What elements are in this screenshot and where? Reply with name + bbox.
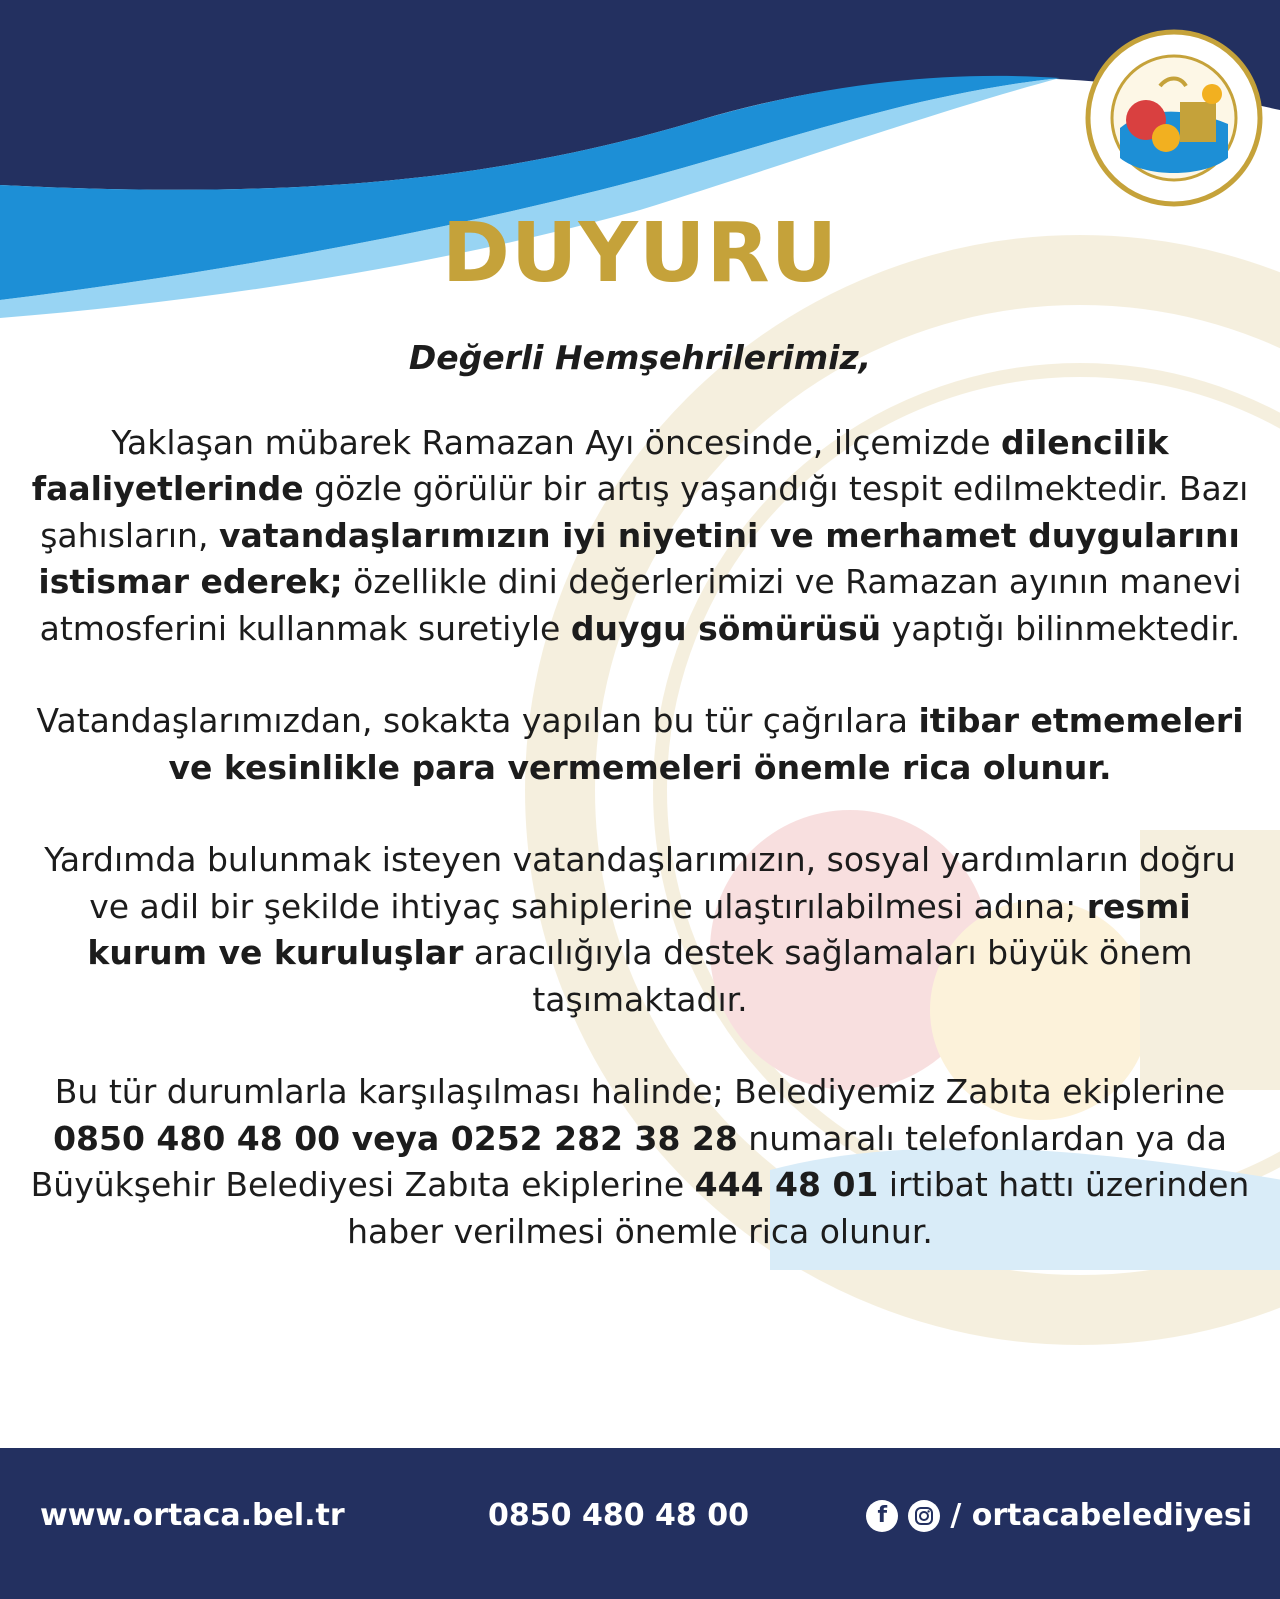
paragraph-3-run-3: aracılığıyla destek sağlamaları büyük önem taşımaktadır.	[463, 933, 1193, 1019]
ortaca-belediyesi-logo	[1084, 28, 1264, 208]
paragraph-1-run-4: vatandaşlarımızın iyi niyetini ve merhamet duygularını istismar ederek;	[38, 515, 1240, 601]
paragraph-2-run-2: itibar etmemeleri ve kesinlikle para vermemeleri önemle rica olunur.	[168, 701, 1244, 787]
paragraph-1-run-2: dilencilik faaliyetlerinde	[31, 422, 1169, 508]
social-links	[866, 1498, 1252, 1533]
paragraph-1-run-3: gözle görülür bir artış yaşandığı tespit edilmektedir. Bazı şahısların,	[40, 469, 1249, 555]
paragraph-1-run-6: duygu sömürüsü	[570, 608, 882, 648]
paragraph-1-run-5: özellikle dini değerlerimizi ve Ramazan ayının manevi atmosferini kullanmak suretiyle	[39, 562, 1242, 648]
paragraph-4-run-2: 0850 480 48 00 veya 0252 282 38 28	[53, 1118, 738, 1158]
paragraph-4-run-4: 444 48 01	[694, 1165, 879, 1204]
paragraph-4	[30, 1069, 1250, 1255]
paragraph-4-run-5: irtibat hattı üzerinden haber verilmesi önemle rica olunur.	[347, 1165, 1250, 1251]
paragraph-2	[30, 698, 1250, 791]
instagram-icon[interactable]	[908, 1500, 940, 1532]
announcement-title: DUYURU	[441, 206, 839, 301]
paragraph-2-run-1: Vatandaşlarımızdan, sokakta yapılan bu tür çağrılara	[36, 701, 919, 740]
paragraph-1-run-1: Yaklaşan mübarek Ramazan Ayı öncesinde, ilçemizde	[111, 422, 1002, 462]
paragraph-3-run-1: Yardımda bulunmak isteyen vatandaşlarımızın, sosyal yardımların doğru ve adil bir şekilde ihtiyaç sahiplerine ulaştırılabilmesi adına;	[44, 840, 1236, 926]
paragraph-3	[30, 837, 1250, 1023]
footer-bar	[0, 1448, 1280, 1599]
paragraph-4-run-1: Bu tür durumlarla karşılaşılması halinde; Belediyemiz Zabıta ekiplerine	[54, 1072, 1226, 1111]
social-handle[interactable]: / ortacabelediyesi	[950, 1498, 1252, 1533]
paragraph-1-run-7: yaptığı bilinmektedir.	[881, 608, 1241, 648]
website-link[interactable]: www.ortaca.bel.tr	[40, 1498, 345, 1533]
paragraph-4-run-3: numaralı telefonlardan ya da Büyükşehir Belediyesi Zabıta ekiplerine	[30, 1118, 1227, 1204]
paragraph-1	[30, 420, 1250, 653]
announcement-body	[30, 335, 1250, 1301]
facebook-icon[interactable]: f	[866, 1500, 898, 1532]
greeting: Değerli Hemşehrilerimiz,	[408, 338, 872, 377]
phone-number[interactable]: 0850 480 48 00	[488, 1498, 749, 1533]
paragraph-3-run-2: resmi kurum ve kuruluşlar	[87, 886, 1191, 972]
